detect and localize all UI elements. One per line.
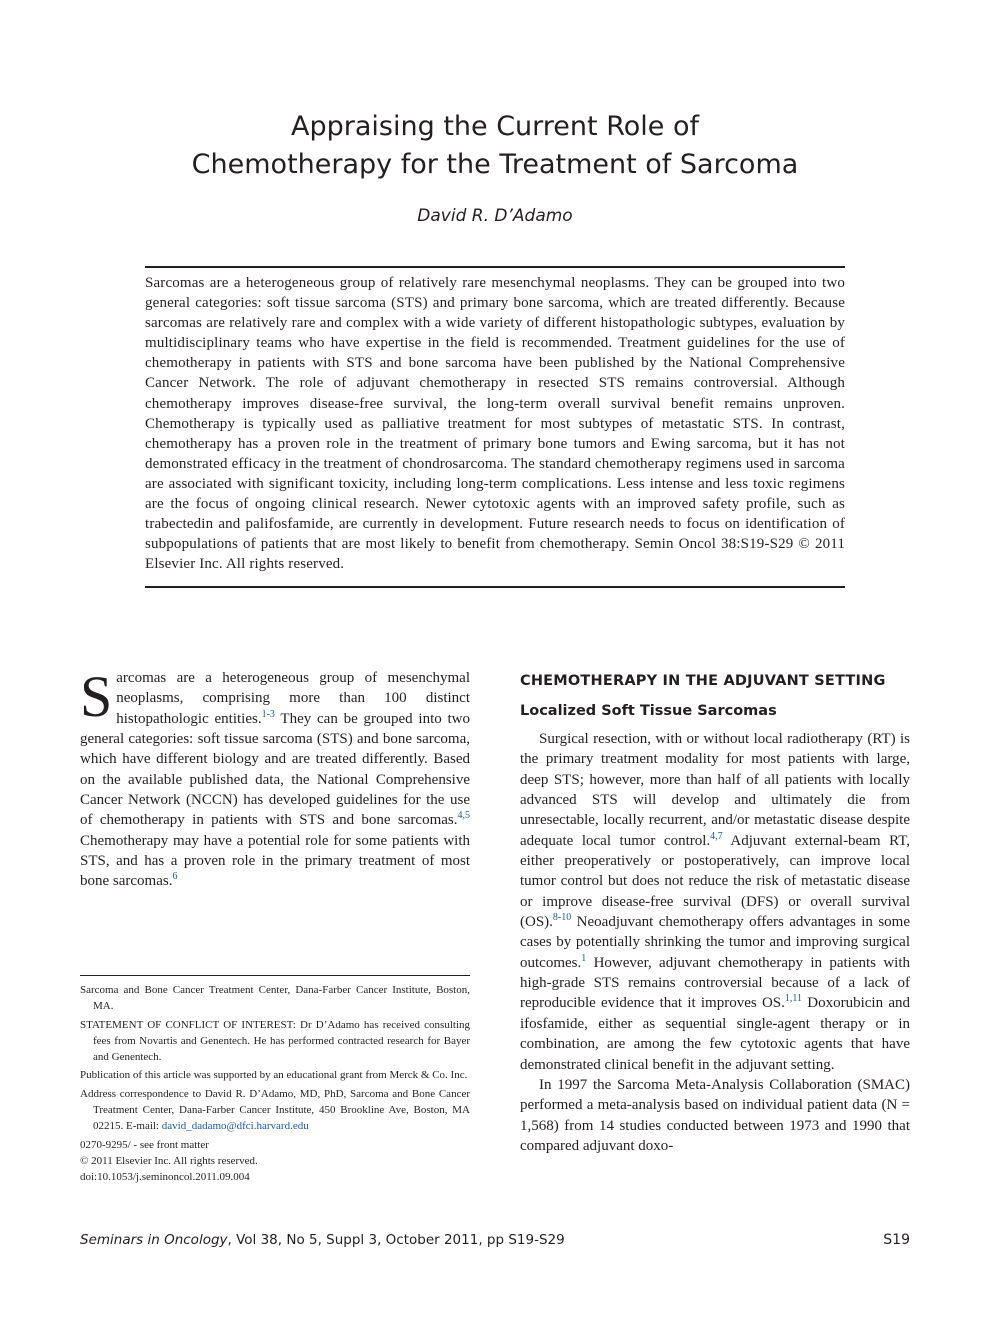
- journal-details: , Vol 38, No 5, Suppl 3, October 2011, pp S19-S29: [227, 1232, 565, 1248]
- citation-link[interactable]: 1-3: [261, 708, 275, 720]
- subsection-heading: Localized Soft Tissue Sarcomas: [520, 703, 777, 719]
- address-text: Address correspondence to David R. D’Adamo, MD, PhD, Sarcoma and Bone Cancer Treatment Center, Dana-Farber Cancer Institute, 450 Brookline Ave, Boston, MA 02215. E-mail:: [80, 1087, 470, 1133]
- body-paragraph-2: In 1997 the Sarcoma Meta-Analysis Collaboration (SMAC) performed a meta-analysis based on individual patient data (N = 1,568) from 14 studies conducted between 1973 and 1990 that compared adjuvant doxo-: [520, 1076, 910, 1154]
- section-heading: CHEMOTHERAPY IN THE ADJUVANT SETTING: [520, 673, 886, 689]
- right-column: [520, 668, 910, 1156]
- doi-note: doi:10.1053/j.seminoncol.2011.09.004: [80, 1171, 250, 1184]
- title-line-2: Chemotherapy for the Treatment of Sarcoma: [191, 149, 799, 180]
- support-note: Publication of this article was supported by an educational grant from Merck & Co. Inc.: [80, 1069, 468, 1082]
- article-notes: [80, 975, 470, 1186]
- intro-text-2: They can be grouped into two general categories: soft tissue sarcoma (STS) and bone sarcoma, which have different biology and are treated differently. Based on the available published data, the National Comprehensive Cancer Network (NCCN) has developed guidelines for the use of chemotherapy in patients with STS and bone sarcomas.: [80, 710, 470, 829]
- correspondence-note: [80, 1086, 470, 1135]
- issn-note: 0270-9295/ - see front matter: [80, 1138, 209, 1151]
- intro-paragraph: [80, 664, 470, 892]
- body-text: Neoadjuvant chemotherapy offers advantages in some cases by potentially shrinking the tumor and improving surgical outcomes.: [520, 914, 910, 971]
- intro-text-3: Chemotherapy may have a potential role for some patients with STS, and has a proven role in the primary treatment of most bone sarcomas.: [80, 832, 470, 890]
- intro-text-1: arcomas are a heterogeneous group of mesenchymal neoplasms, comprising more than 100 distinct histopathologic entities.: [116, 670, 470, 727]
- body-text: However, adjuvant chemotherapy in patients with high-grade STS remains controversial because of a lack of reproducible evidence that it improves OS.: [520, 954, 910, 1012]
- abstract-citation: Semin Oncol 38:S19-S29 © 2011 Elsevier Inc. All rights reserved.: [145, 536, 845, 573]
- email-link[interactable]: david_dadamo@dfci.harvard.edu: [161, 1120, 309, 1133]
- abstract-box: [145, 266, 845, 588]
- copyright-note: © 2011 Elsevier Inc. All rights reserved.: [80, 1154, 258, 1167]
- drop-cap: S: [80, 664, 113, 729]
- conflict-note: STATEMENT OF CONFLICT OF INTEREST: Dr D’Adamo has received consulting fees from Novartis and Genentech. He has performed contracted research for Bayer and Genentech.: [80, 1018, 470, 1064]
- body-paragraph-1: [520, 729, 910, 1075]
- left-column: [80, 664, 470, 892]
- citation-link[interactable]: 4,5: [457, 810, 470, 822]
- page-footer: [80, 1232, 910, 1248]
- affiliation-note: Sarcoma and Bone Cancer Treatment Center, Dana-Farber Cancer Institute, Boston, MA.: [80, 984, 470, 1013]
- citation-link[interactable]: 1,11: [784, 993, 803, 1005]
- abstract-text: [145, 273, 845, 574]
- page-number: S19: [883, 1232, 910, 1248]
- body-text: Surgical resection, with or without local radiotherapy (RT) is the primary treatment modality for most patients with large, deep STS; however, more than half of all patients with locally advanced STS will develop and ultimately die from unresectable, locally recurrent, and/or metastatic disease despite adequate local tumor control.: [520, 731, 910, 849]
- journal-name: Seminars in Oncology: [80, 1232, 228, 1248]
- title-line-1: Appraising the Current Role of: [291, 111, 699, 142]
- body-text: Doxorubicin and ifosfamide, either as sequential single-agent therapy or in combination, are among the few cytotoxic agents that have demonstrated clinical benefit in the adjuvant setting.: [520, 995, 910, 1073]
- citation-link[interactable]: 6: [172, 871, 178, 883]
- citation-link[interactable]: 4,7: [710, 830, 723, 842]
- citation-link[interactable]: 8-10: [552, 912, 572, 924]
- abstract-body: Sarcomas are a heterogeneous group of relatively rare mesenchymal neoplasms. They can be grouped into two general categories: soft tissue sarcoma (STS) and primary bone sarcoma, which are treated differently. Because sarcomas are relatively rare and complex with a wide variety of different histopathologic subtypes, evaluation by multidisciplinary teams who have expertise in the field is recommended. Treatment guidelines for the use of chemotherapy in patients with STS and bone sarcoma have been published by the National Comprehensive Cancer Network. The role of adjuvant chemotherapy in resected STS remains controversial. Although chemotherapy improves disease-free survival, the long-term overall survival benefit remains unproven. Chemotherapy is typically used as palliative treatment for most subtypes of metastatic STS. In contrast, chemotherapy has a proven role in the treatment of primary bone tumors and Ewing sarcoma, but it has not demonstrated efficacy in the treatment of chondrosarcoma. The standard chemotherapy regimens used in sarcoma are associated with significant toxicity, including long-term complications. Less intense and less toxic regimens are the focus of ongoing clinical research. Newer cytotoxic agents with an improved safety profile, such as trabectedin and palifosfamide, are currently in development. Future research needs to focus on identification of subpopulations of patients that are most likely to benefit from chemotherapy.: [145, 275, 845, 553]
- body-text: Adjuvant external-beam RT, either preoperatively or postoperatively, can improve local tumor control but does not reduce the risk of metastatic disease or improve disease-free survival (DFS) or overall survival (OS).: [520, 832, 910, 931]
- author-name: David R. D’Adamo: [417, 206, 573, 226]
- article-title: [80, 108, 910, 184]
- citation-link[interactable]: 1: [581, 952, 587, 964]
